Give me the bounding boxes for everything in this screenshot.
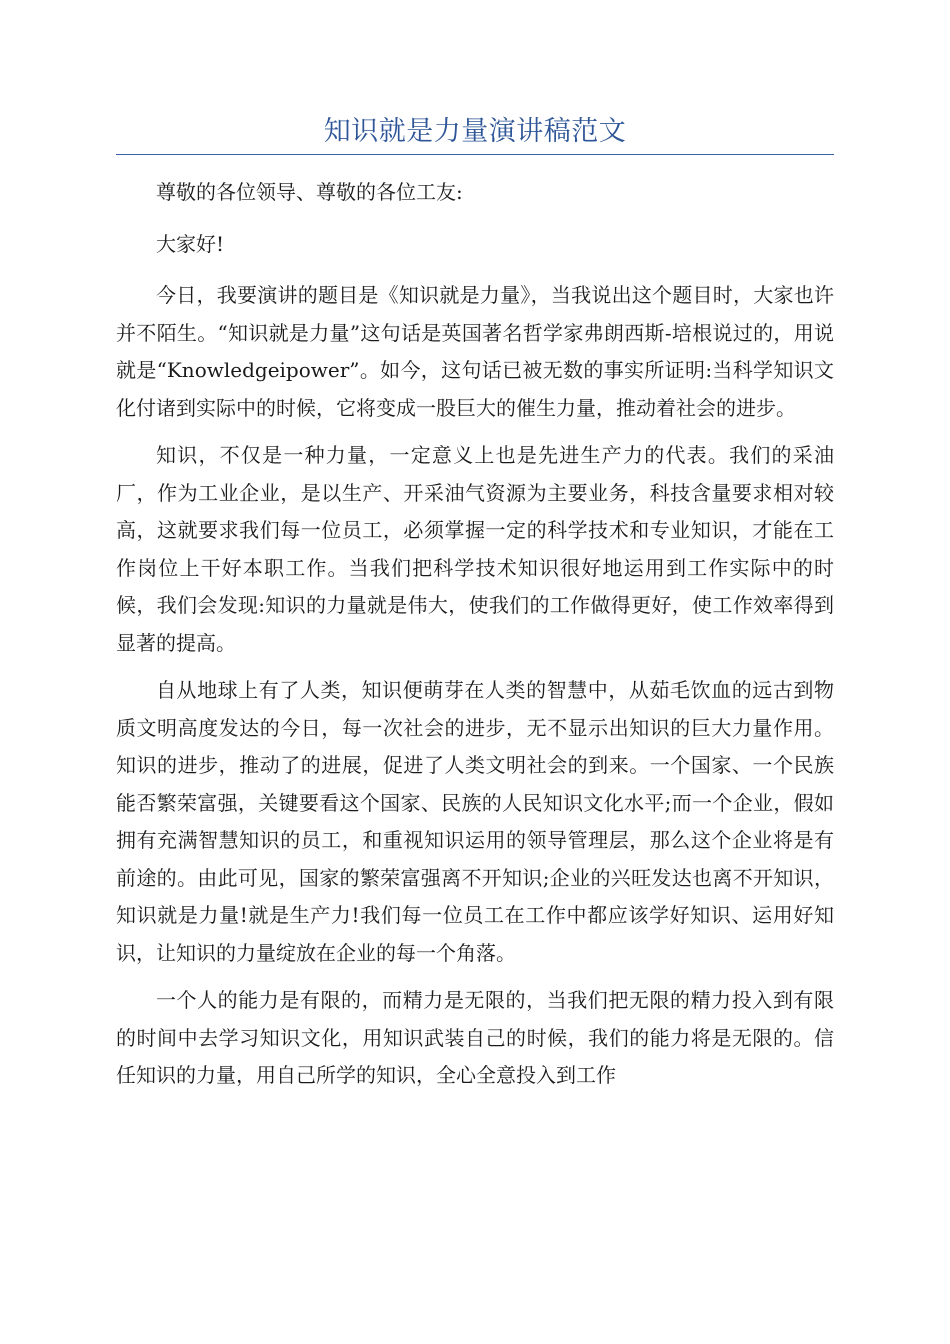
title-underline [116, 154, 834, 155]
salutation-paragraph: 尊敬的各位领导、尊敬的各位工友: [156, 180, 463, 204]
document-title: 知识就是力量演讲稿范文 [323, 116, 627, 147]
body-paragraph: 今日，我要演讲的题目是《知识就是力量》，当我说出这个题目时，大家也许并不陌生。“知识就是力量”这句话是英国著名哲学家弗朗西斯-培根说过的，用说就是“Knowledgeipower”。如今，这句话已被无数的事实所证明:当科学知识文化付诸到实际中的时候，它将变成一股巨大的催生力量，推动着社会的进步。 [116, 283, 834, 420]
body-paragraph: 知识，不仅是一种力量，一定意义上也是先进生产力的代表。我们的采油厂，作为工业企业，是以生产、开采油气资源为主要业务，科技含量要求相对较高，这就要求我们每一位员工，必须掌握一定的科学技术和专业知识，才能在工作岗位上干好本职工作。当我们把科学技术知识很好地运用到工作实际中的时候，我们会发现:知识的力量就是伟大，使我们的工作做得更好，使工作效率得到显著的提高。 [116, 443, 834, 655]
body-paragraph: 自从地球上有了人类，知识便萌芽在人类的智慧中，从茹毛饮血的远古到物质文明高度发达的今日，每一次社会的进步，无不显示出知识的巨大力量作用。知识的进步，推动了的进展，促进了人类文明社会的到来。一个国家、一个民族能否繁荣富强，关键要看这个国家、民族的人民知识文化水平;而一个企业，假如拥有充满智慧知识的员工，和重视知识运用的领导管理层，那么这个企业将是有前途的。由此可见，国家的繁荣富强离不开知识;企业的兴旺发达也离不开知识，知识就是力量!就是生产力!我们每一位员工在工作中都应该学好知识、运用好知识，让知识的力量绽放在企业的每一个角落。 [116, 678, 834, 965]
document-body [116, 174, 834, 1105]
greeting-paragraph: 大家好! [156, 231, 225, 256]
body-paragraph: 一个人的能力是有限的，而精力是无限的，当我们把无限的精力投入到有限的时间中去学习知识文化，用知识武装自己的时候，我们的能力将是无限的。信任知识的力量，用自己所学的知识，全心全意投入到工作 [116, 988, 834, 1087]
